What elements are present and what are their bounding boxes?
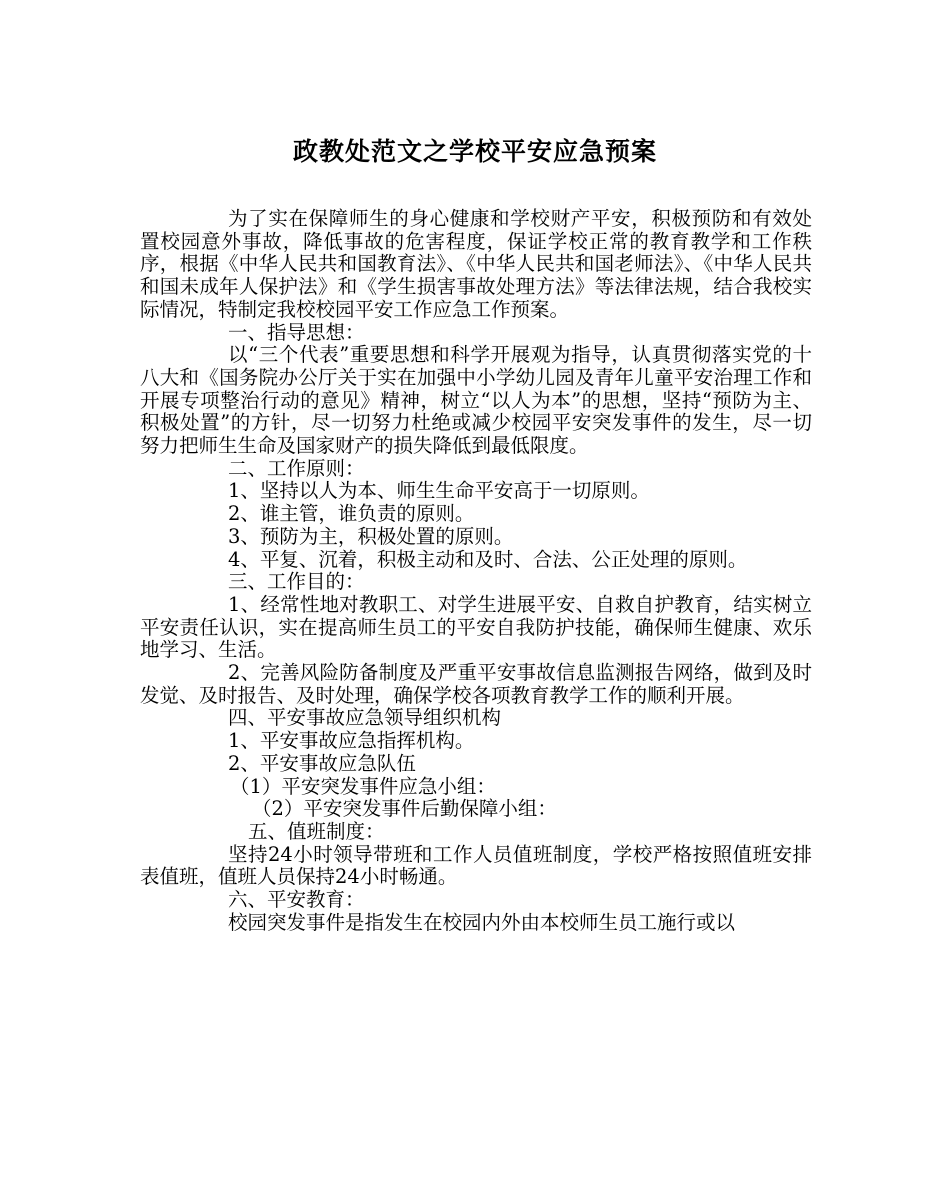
principle-item: 3、预防为主，积极处置的原则。 [228,524,514,548]
principle-item: 2、谁主管，谁负责的原则。 [228,502,475,526]
heading-work-principles: 二、工作原则： [228,456,365,480]
organization-item: 2、平安事故应急队伍 [228,751,416,775]
document-body [140,208,812,935]
heading-duty-system: 五、值班制度： [248,819,385,843]
principle-item: 4、平复、沉着，积极主动和及时、合法、公正处理的原则。 [228,547,748,571]
organization-item: 1、平安事故应急指挥机构。 [228,729,475,753]
paragraph-safety-education: 校园突发事件是指发生在校园内外由本校师生员工施行或以 [228,910,736,934]
goal-item: 1、经常性地对教职工、对学生进展平安、自救自护教育，结实树立平安责任认识，实在提高师生员工的平安自我防护技能，确保师生健康、欢乐地学习、生活。 [140,592,812,662]
paragraph-guiding-thought: 以“三个代表”重要思想和科学开展观为指导，认真贯彻落实党的十八大和《国务院办公厅关于实在加强中小学幼儿园及青年儿童平安治理工作和开展专项整治行动的意见》精神，树立“以人为本”的思想，坚持“预防为主、积极处置”的方针，尽一切努力杜绝或减少校园平安突发事件的发生，尽一切努力把师生生命及国家财产的损失降低到最低限度。 [140,343,812,458]
goal-item: 2、完善风险防备制度及严重平安事故信息监测报告网络，做到及时发觉、及时报告、及时处理，确保学校各项教育教学工作的顺利开展。 [140,661,812,707]
heading-work-goals: 三、工作目的： [228,570,365,594]
paragraph-duty-system: 坚持24小时领导带班和工作人员值班制度，学校严格按照值班安排表值班，值班人员保持24小时畅通。 [140,842,812,889]
organization-subitem: （2）平安突发事件后勤保障小组： [252,797,557,821]
document-title: 政教处范文之学校平安应急预案 [292,137,657,166]
heading-safety-education: 六、平安教育： [228,888,365,912]
principle-item: 1、坚持以人为本、师生生命平安高于一切原则。 [228,479,650,503]
organization-subitem: （1）平安突发事件应急小组： [230,774,496,798]
heading-guiding-thought: 一、指导思想： [228,320,365,344]
paragraph-intro: 为了实在保障师生的身心健康和学校财产平安，积极预防和有效处置校园意外事故，降低事故的危害程度，保证学校正常的教育教学和工作秩序，根据《中华人民共和国教育法》、《中华人民共和国老师法》、《中华人民共和国未成年人保护法》和《学生损害事故处理方法》等法律法规，结合我校实际情况，特制定我校校园平安工作应急工作预案。 [140,207,812,321]
heading-organization: 四、平安事故应急领导组织机构 [228,706,502,730]
